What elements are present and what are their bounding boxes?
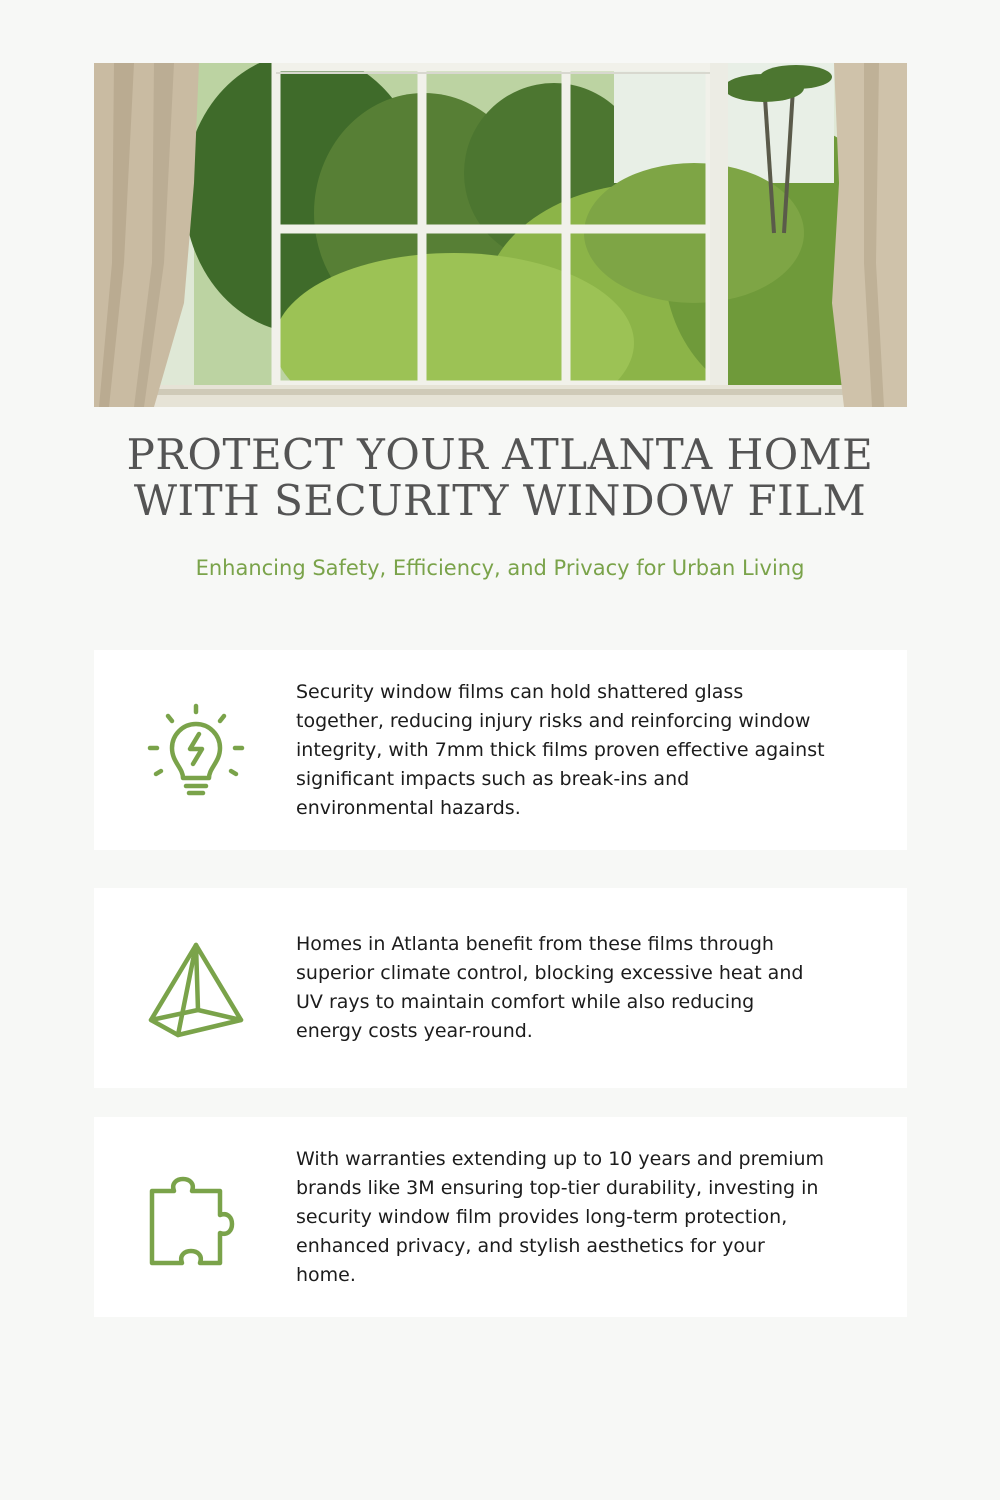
feature-card-efficiency [94,888,907,1088]
card-text: Homes in Atlanta benefit from these films through superior climate control, blocking excessive heat and UV rays to maintain comfort while also reducing energy costs year-round. [296,933,804,1042]
window-photo [94,63,907,407]
lightbulb-bolt-icon [146,702,246,802]
card-text: Security window films can hold shattered glass together, reducing injury risks and reinforcing window integrity, with 7mm thick films proven effective against significant impacts such as break-ins and environmental hazards. [296,681,825,819]
title-line-1: PROTECT YOUR ATLANTA HOME [126,430,874,479]
title-line-2: WITH SECURITY WINDOW FILM [133,476,867,525]
puzzle-piece-icon [146,1169,246,1269]
pyramid-icon [146,940,246,1040]
feature-card-durability [94,1117,907,1317]
page-title [60,432,940,524]
hero-image [94,63,907,407]
card-text: With warranties extending up to 10 years and premium brands like 3M ensuring top-tier durability, investing in security window film provides long-term protection, enhanced privacy, and stylish aesthetics for your home. [296,1148,825,1286]
feature-card-safety [94,650,907,850]
page-subtitle: Enhancing Safety, Efficiency, and Privacy for Urban Living [195,556,805,580]
